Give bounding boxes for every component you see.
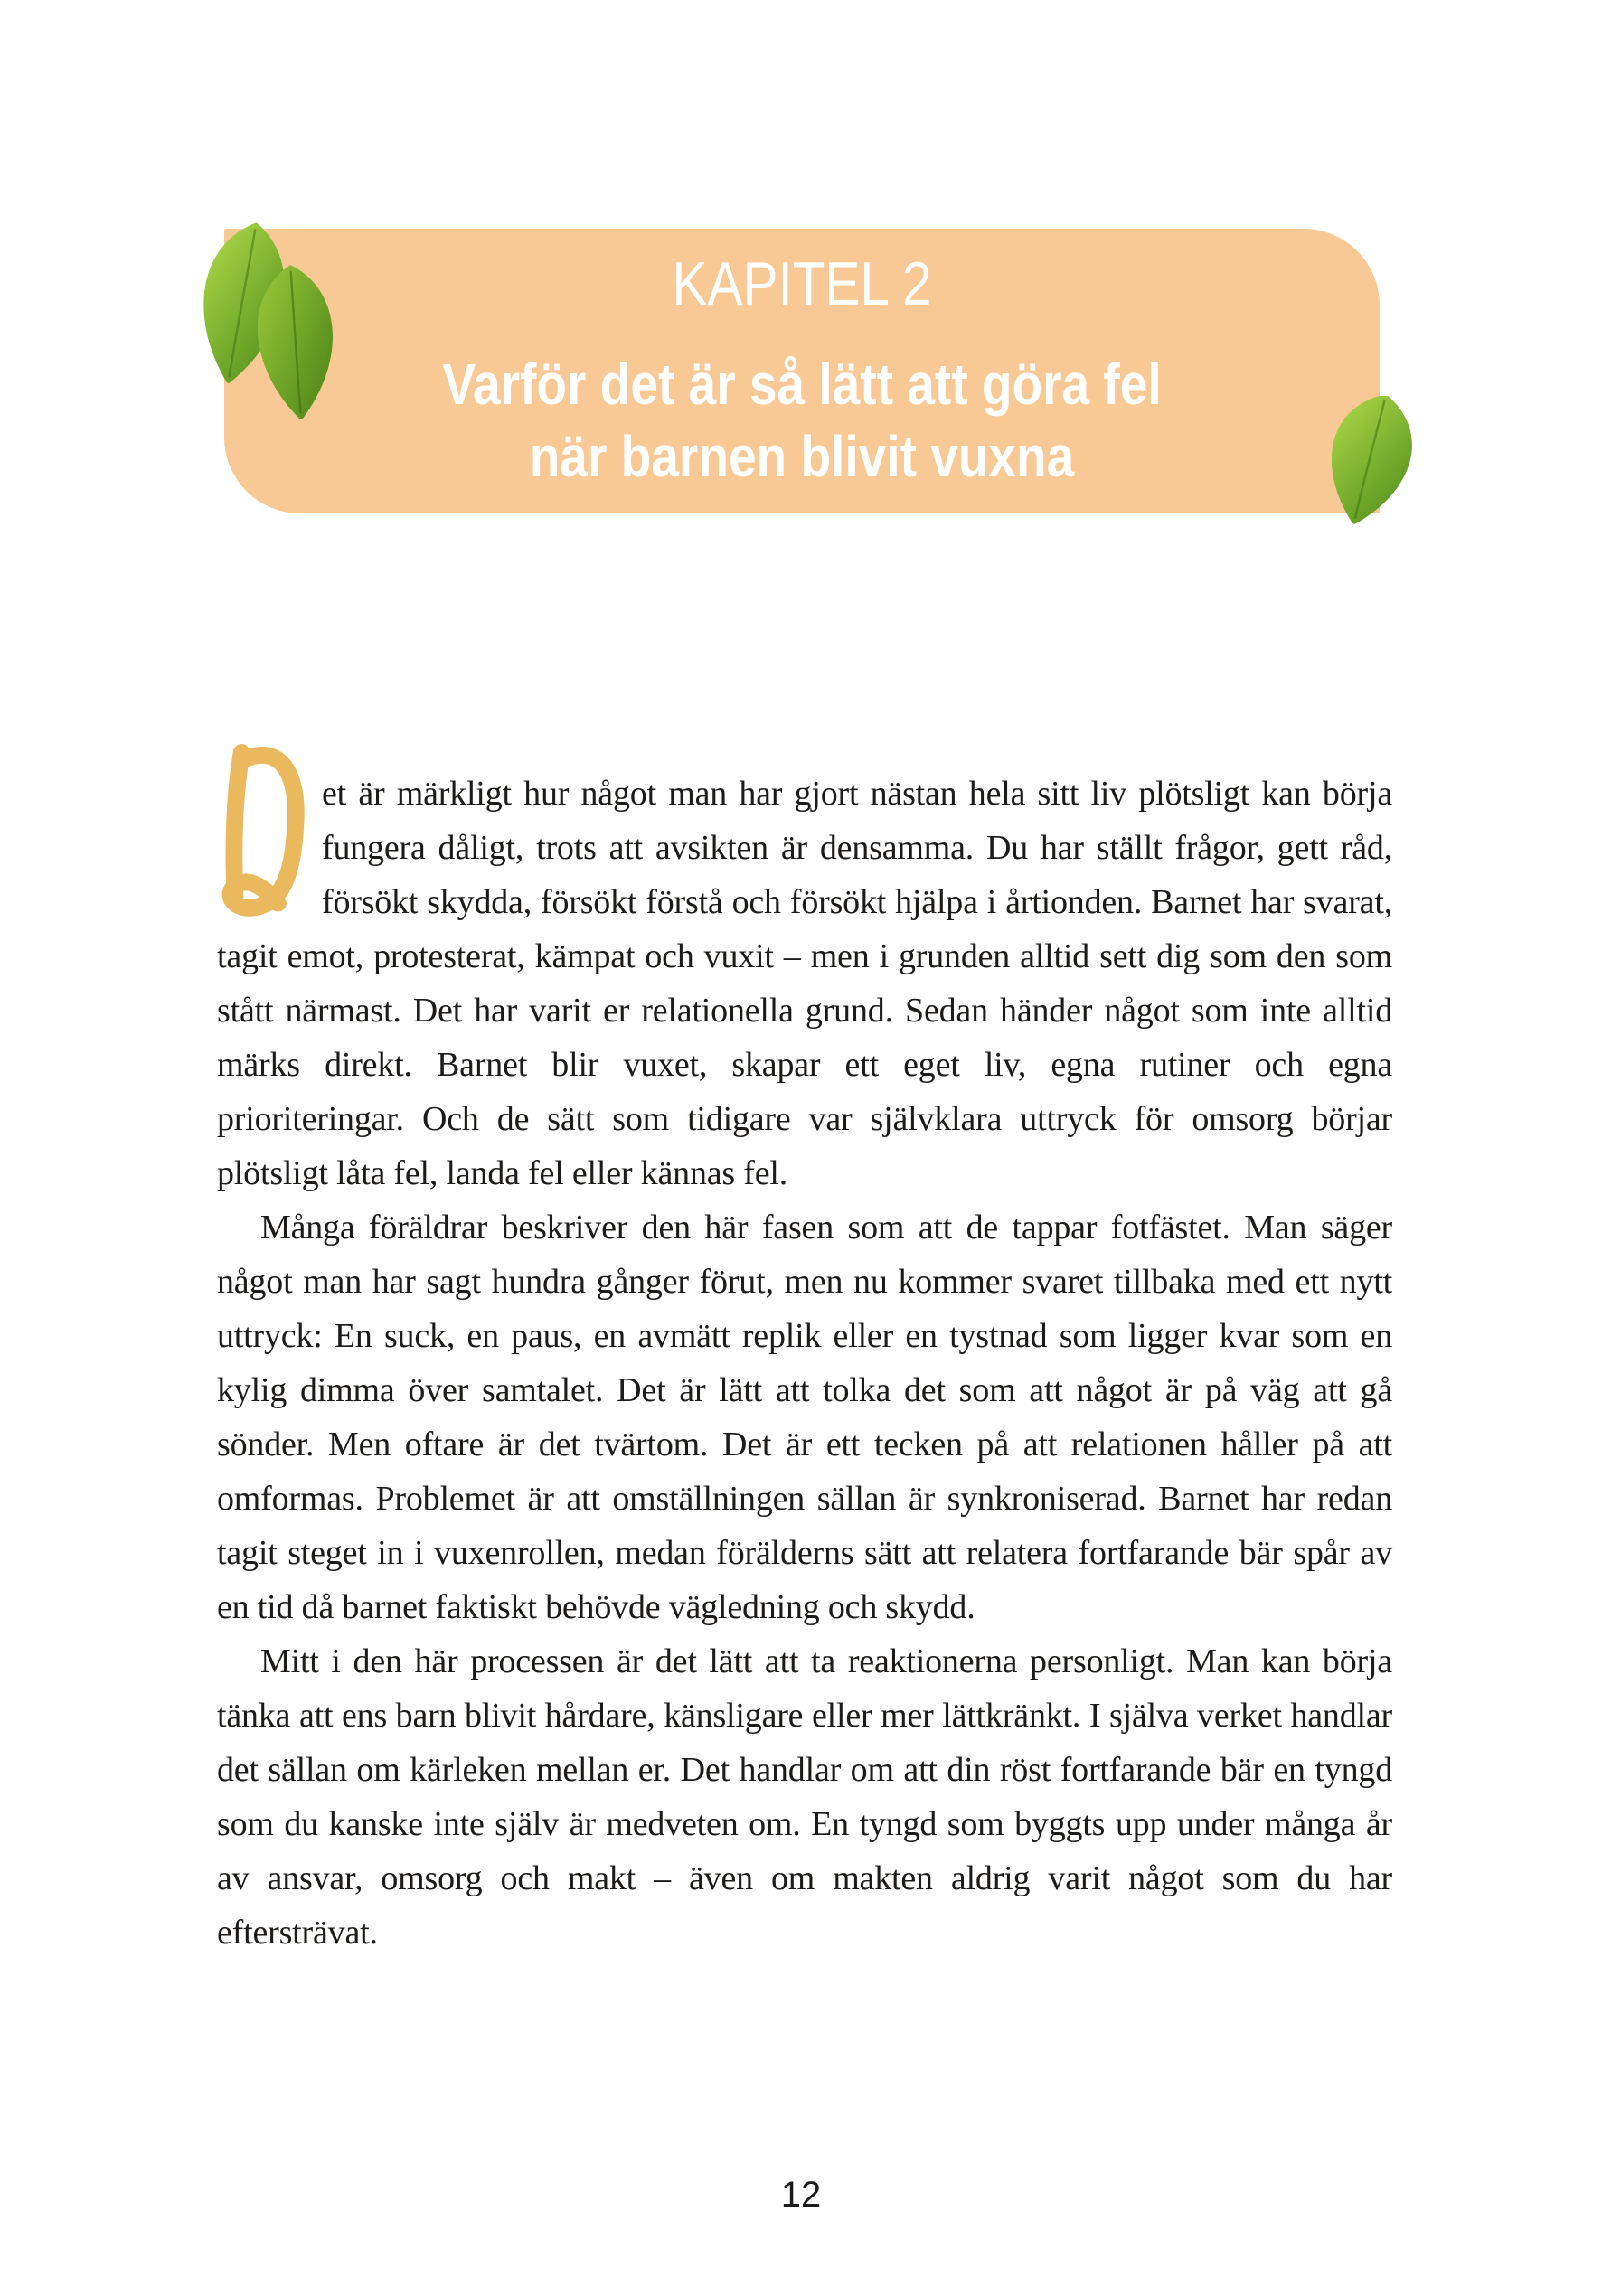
birch-leaves-icon: [193, 215, 353, 443]
paragraph-1: [217, 767, 1392, 1200]
body-text: [217, 767, 1392, 1960]
chapter-kicker: KAPITEL 2: [672, 249, 932, 318]
birch-leaf-icon: [1318, 396, 1423, 530]
chapter-title: [305, 348, 1298, 493]
page-number: 12: [780, 2175, 822, 2215]
chapter-title-line-1: Varför det är så lätt att göra fel: [442, 352, 1162, 417]
paragraph-1-text: et är märkligt hur något man har gjort nästan hela sitt liv plötsligt kan börja fungera dåligt, trots att avsikten är densamma. Du har ställt frågor, gett råd, försökt skydda, försökt förstå och försökt hjälpa i årtionden. Barnet har svarat, tagit emot, protesterat, kämpat och vuxit – men i grunden alltid sett dig som den som stått närmast. Det har varit er relationella grund. Sedan händer något som inte alltid märks direkt. Barnet blir vuxet, skapar ett eget liv, egna rutiner och egna prioriteringar. Och de sätt som tidigare var självklara uttryck för omsorg börjar plötsligt låta fel, landa fel eller kännas fel.: [217, 775, 1392, 1192]
drop-cap: [212, 734, 313, 918]
chapter-header-box: [224, 229, 1380, 513]
chapter-title-line-2: när barnen blivit vuxna: [529, 424, 1075, 489]
paragraph-2: Många föräldrar beskriver den här fasen som att de tappar fotfästet. Man säger något man har sagt hundra gånger förut, men nu kommer svaret tillbaka med ett nytt uttryck: En suck, en paus, en avmätt replik eller en tystnad som ligger kvar som en kylig dimma över samtalet. Det är lätt att tolka det som att något är på väg att gå sönder. Men oftare är det tvärtom. Det är ett tecken på att relationen håller på att omformas. Problemet är att omställningen sällan är synkroniserad. Barnet har redan tagit steget in i vuxenrollen, medan förälderns sätt att relatera fortfarande bär spår av en tid då barnet faktiskt behövde vägledning och skydd.: [217, 1209, 1392, 1626]
paragraph-3: Mitt i den här processen är det lätt att ta reaktionerna personligt. Man kan börja tänka att ens barn blivit hårdare, känsligare eller mer lättkränkt. I själva verket handlar det sällan om kärleken mellan er. Det handlar om att din röst fortfarande bär en tyngd som du kanske inte själv är medveten om. En tyngd som byggts upp under många år av ansvar, omsorg och makt – även om makten aldrig varit något som du har eftersträvat.: [217, 1642, 1392, 1952]
